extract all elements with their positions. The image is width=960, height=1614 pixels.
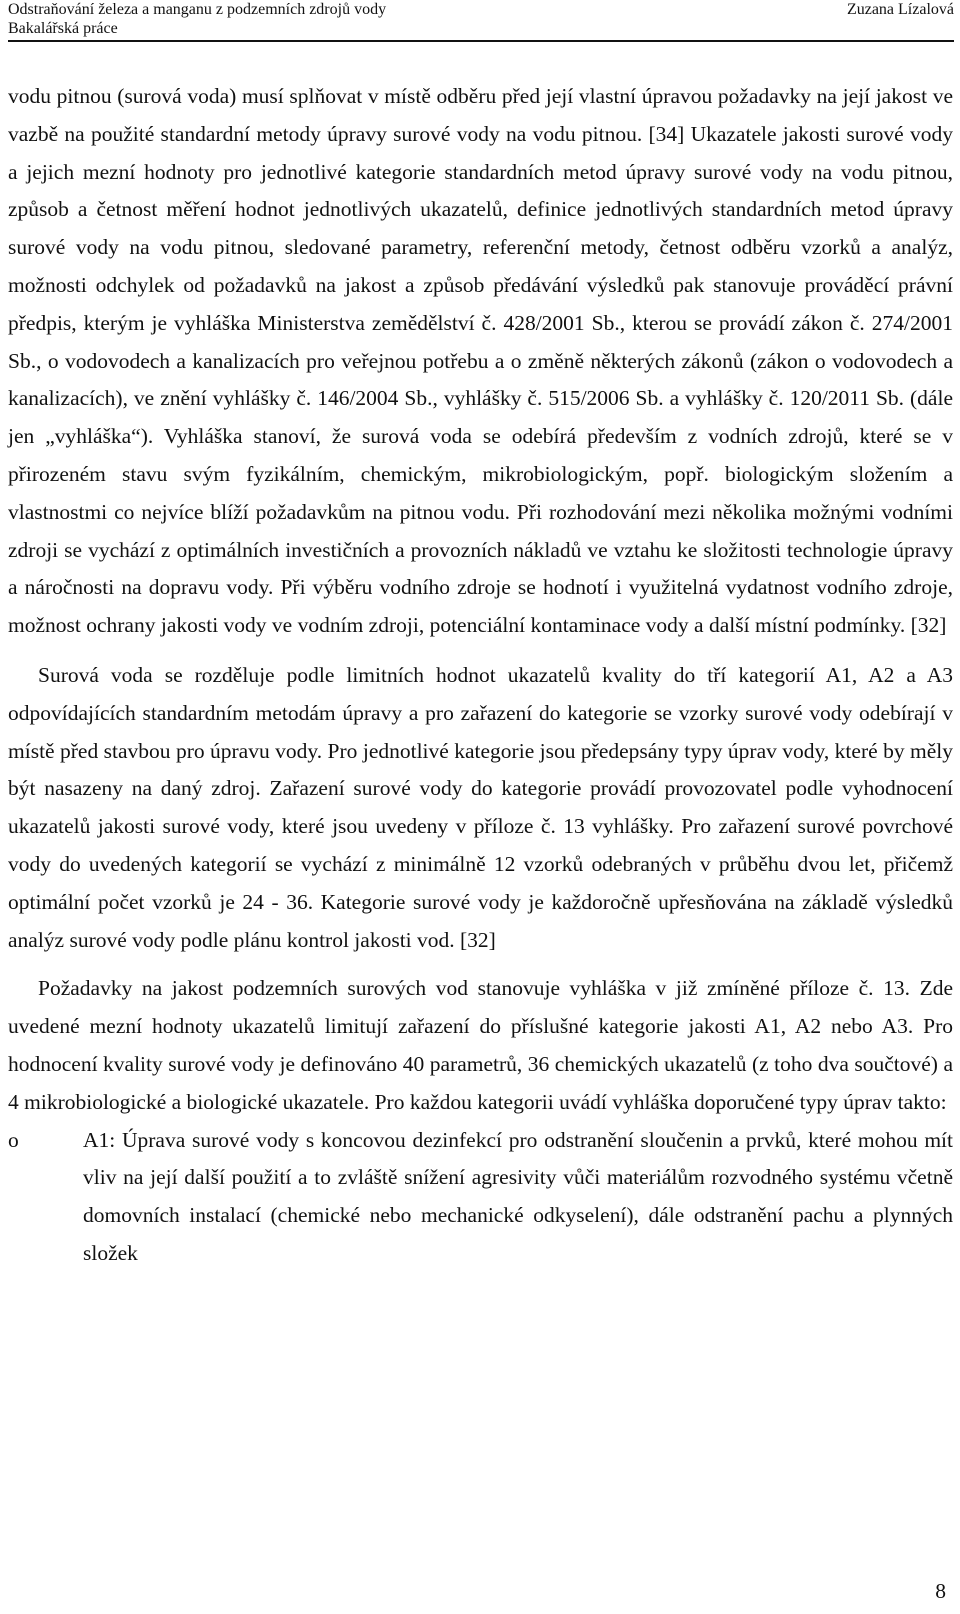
paragraph-1: vodu pitnou (surová voda) musí splňovat v místě odběru před její vlastní úpravou požadavky na její jakost ve vazbě na použité standardní metody úpravy surové vody na vodu pitnou. [34] Ukazatele jakosti surové vody a jejich mezní hodnoty pro jednotlivé kategorie standardních metod úpravy surové vody na vodu pitnou, způsob a četnost měření hodnot jednotlivých ukazatelů, definice jednotlivých standardních metod úpravy surové vody na vodu pitnou, sledované parametry, referenční metody, četnost odběru vzorků a analýz, možnosti odchylek od požadavků na jakost a způsob předávání výsledků pak stanovuje prováděcí právní předpis, kterým je vyhláška Ministerstva zemědělství č. 428/2001 Sb., kterou se provádí zákon č. 274/2001 Sb., o vodovodech a kanalizacích pro veřejnou potřebu a o změně některých zákonů (zákon o vodovodech a kanalizacích), ve znění vyhlášky č. 146/2004 Sb., vyhlášky č. 515/2006 Sb. a vyhlášky č. 120/2011 Sb. (dále jen „vyhláška“). Vyhláška stanoví, že surová voda se odebírá především z vodních zdrojů, které se v přirozeném stavu svým fyzikálním, chemickým, mikrobiologickým, popř. biologickým složením a vlastnostmi co nejvíce blíží požadavkům na pitnou vodu. Při rozhodování mezi několika možnými vodními zdroji se vychází z optimálních investičních a provozních nákladů ve vztahu ke složitosti technologie úpravy a náročnosti na dopravu vody. Při výběru vodního zdroje se hodnotí i využitelná vydatnost vodního zdroje, možnost ochrany jakosti vody ve vodním zdroji, potenciální kontaminace vody a další místní podmínky. [32] <box>8 84 953 638</box>
bullet-marker: o <box>8 1127 19 1152</box>
header-subtitle: Bakalářská práce <box>8 20 118 37</box>
page-header <box>8 0 954 42</box>
bullet-item <box>8 1122 953 1273</box>
header-author: Zuzana Lízalová <box>846 1 954 18</box>
bullet-list <box>8 1122 953 1273</box>
header-title: Odstraňování železa a manganu z podzemních zdrojů vody <box>8 1 387 18</box>
paragraph-3: Požadavky na jakost podzemních surových vod stanovuje vyhláška v již zmíněné příloze č. 13. Zde uvedené mezní hodnoty ukazatelů limitují zařazení do příslušné kategorie jakosti A1, A2 nebo A3. Pro hodnocení kvality surové vody je definováno 40 parametrů, 36 chemických ukazatelů (z toho dva součtové) a 4 mikrobiologické a biologické ukazatele. Pro každou kategorii uvádí vyhláška doporučené typy úprav takto: <box>8 976 953 1114</box>
header-left <box>8 0 386 38</box>
page-number: 8 <box>935 1579 946 1603</box>
document-body <box>8 78 953 1273</box>
paragraph-2: Surová voda se rozděluje podle limitních hodnot ukazatelů kvality do tří kategorií A1, A2 a A3 odpovídajících standardním metodám úpravy a pro zařazení do kategorie se vzorky surové vody odebírají v místě před stavbou pro úpravu vody. Pro jednotlivé kategorie jsou předepsány typy úprav vody, které by měly být nasazeny na daný zdroj. Zařazení surové vody do kategorie provádí provozovatel podle vyhodnocení ukazatelů jakosti surové vody, které jsou uvedeny v příloze č. 13 vyhlášky. Pro zařazení surové povrchové vody do uvedených kategorií se vychází z minimálně 12 vzorků odebraných v průběhu dvou let, přičemž optimální počet vzorků je 24 - 36. Kategorie surové vody je každoročně upřesňována na základě výsledků analýz surové vody podle plánu kontrol jakosti vod. [32] <box>8 662 953 952</box>
bullet-text: A1: Úprava surové vody s koncovou dezinfekcí pro odstranění sloučenin a prvků, které mohou mít vliv na její další použití a to zvláště snížení agresivity vůči materiálům rozvodného systému včetně domovních instalací (chemické nebo mechanické odkyselení), dále odstranění pachu a plynných složek <box>83 1127 953 1265</box>
